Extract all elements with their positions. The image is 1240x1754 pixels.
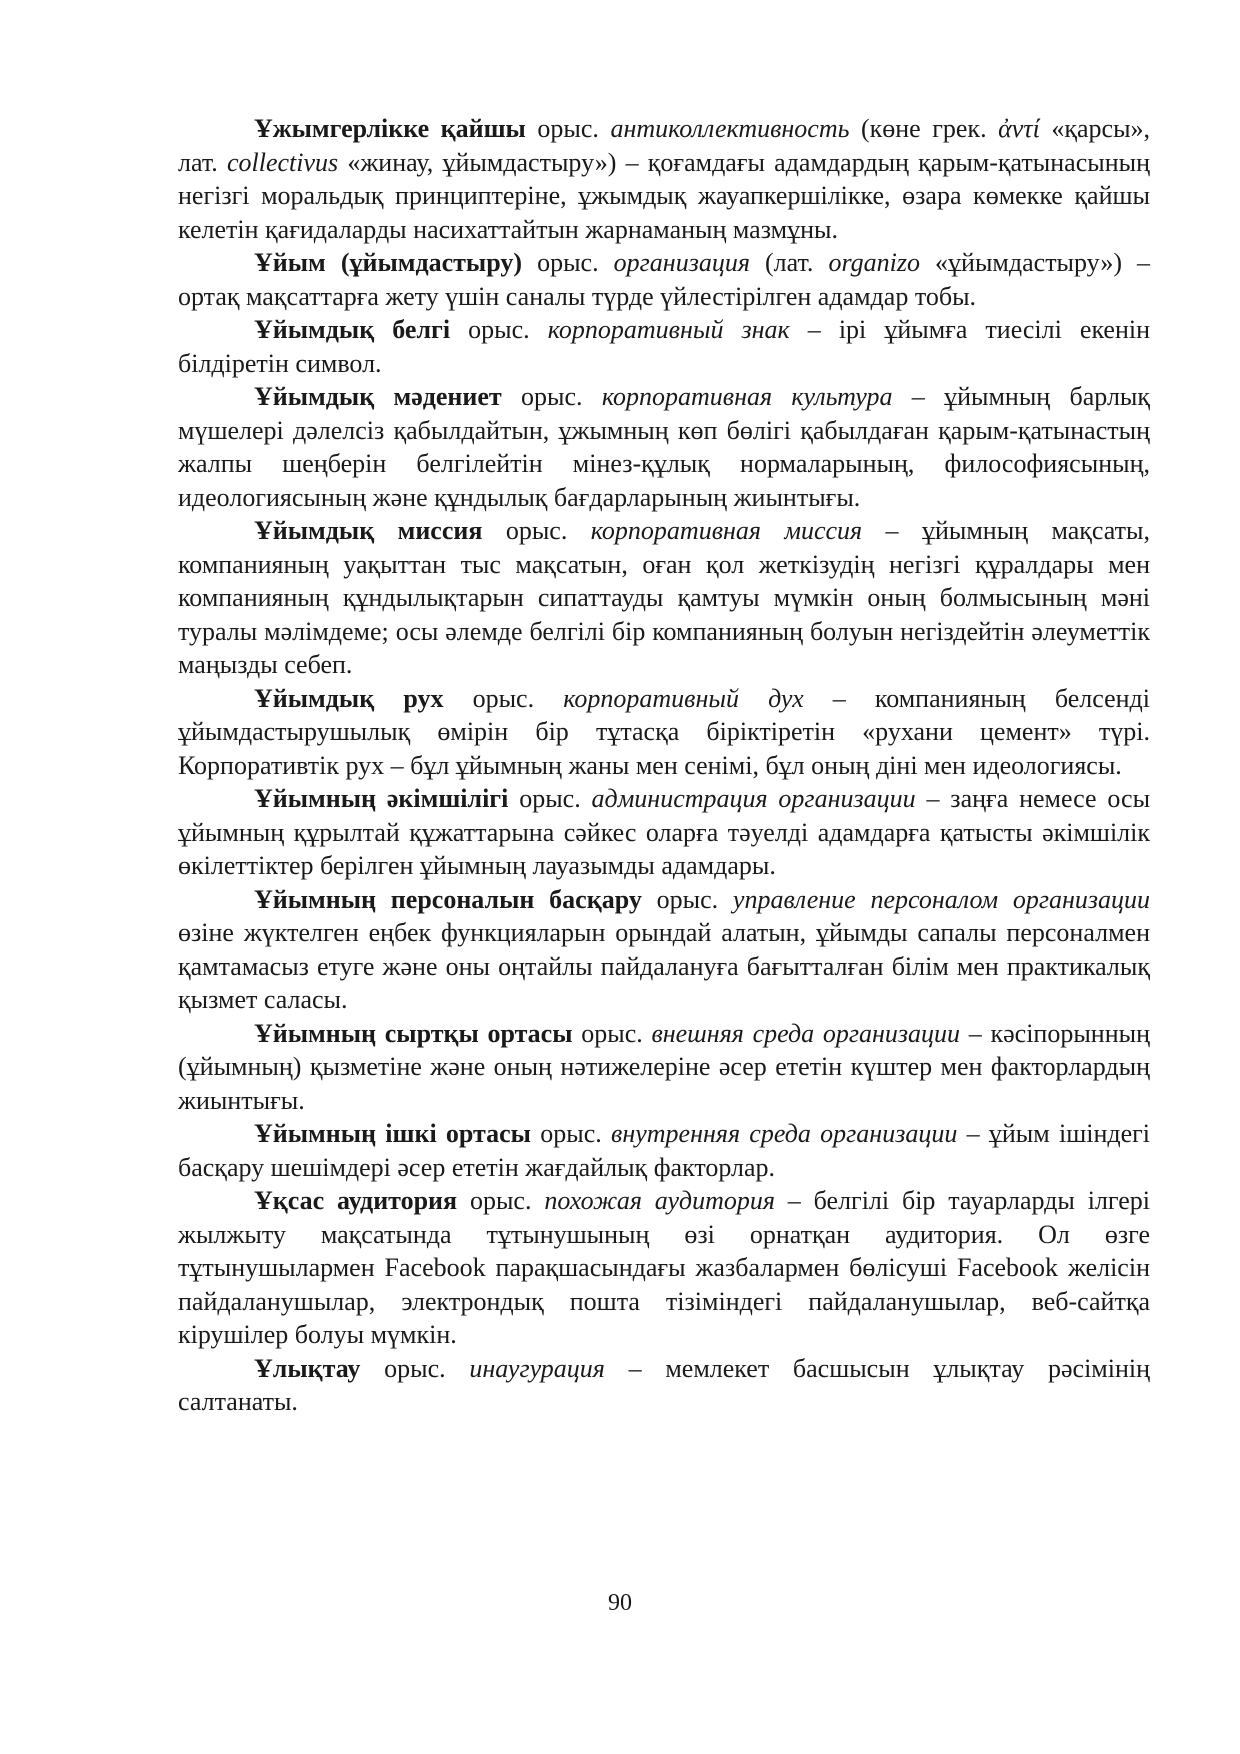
entry-russian-equivalent: похожая аудитория [544, 1186, 775, 1215]
entry-russian-equivalent: корпоративная миссия [590, 516, 863, 545]
entry-language-label: орыс. [384, 1353, 446, 1383]
entry-definition: – заңға немесе осы ұйымның құрылтай құжаттарына сәйкес оларға тәуелді адамдарға қатысты әкімшілік өкілеттіктер берілген ұйымның лауазымды адамдары. [178, 784, 1151, 880]
entry-definition: – компанияның белсенді ұйымдастырушылық өмірін бір тұтасқа біріктіретін «рухани цемент» түрі. Корпоративтік рух – бұл ұйымның жаны мен сенімі, бұл оның діні мен идеологиясы. [178, 683, 1150, 780]
entry-term: Ұйым (ұйымдастыру) [254, 248, 523, 277]
entry-definition: «жинау, ұйымдастыру») – қоғамдағы адамдардың қарым-қатынасының негізгі моральдық принциптеріне, ұжымдық жауапкершілікке, өзара көмекке қайшы келетін қағидаларды насихаттайтын жарнаманың мазмұны. [178, 147, 1151, 244]
entry-term: Ұқсас аудитория [254, 1186, 458, 1215]
entry-russian-equivalent: внешняя среда организации [651, 1018, 961, 1048]
entry-russian-equivalent: корпоративный знак [547, 315, 790, 344]
entry-term: Ұжымгерлікке қайшы [254, 114, 526, 143]
entry-language-label: орыс. [540, 1119, 602, 1148]
entry-term: Ұйымның сыртқы ортасы [254, 1018, 573, 1048]
entry-russian-equivalent: внутренняя среда организации [611, 1119, 958, 1148]
entry-language-label: орыс. [469, 1186, 532, 1215]
entry-russian-equivalent: управление персоналом организации [732, 884, 1151, 914]
entry-term: Ұйымның әкімшілігі [254, 784, 509, 813]
entry-language-label: орыс. [656, 884, 719, 914]
entry-definition: – мемлекет басшысын ұлықтау рәсімінің салтанаты. [178, 1353, 1151, 1416]
glossary-entry [178, 380, 1150, 514]
entry-definition: – ұйымның барлық мүшелері дәлелсіз қабылдайтын, ұжымның көп бөлігі қабылдаған қарым-қатынастың жалпы шеңберін белгілейтін мінез-құлық нормаларының, философиясының, идеологиясының және құндылық бағдарларының жиынтығы. [178, 382, 1151, 512]
entry-term: Ұйымның персоналын басқару [254, 884, 642, 914]
glossary-entry [178, 112, 1150, 246]
entry-russian-equivalent: администрация организации [591, 784, 916, 813]
glossary-page [178, 112, 1150, 1419]
glossary-entry [178, 514, 1150, 682]
entry-language-label: орыс. [537, 248, 599, 277]
entry-language-label: орыс. [521, 382, 583, 411]
entry-definition: – ұйымның мақсаты, компанияның уақыттан тыс мақсатын, оған қол жеткізудің негізгі құралдары мен компанияның құндылықтарын сипаттауды қамтуы мүмкін оның болмысының мәні туралы мәлімдеме; осы әлемде белгілі бір компанияның болуын негіздейтін әлеуметтік маңызды себеп. [178, 516, 1150, 679]
entry-etymology: (көне грек. [860, 114, 987, 143]
entry-russian-equivalent: инаугурация [469, 1353, 605, 1383]
entry-latin-word: collectivus [226, 147, 339, 177]
entry-greek-word: ἀντί [998, 114, 1040, 143]
glossary-entry [178, 682, 1150, 783]
glossary-entry [178, 1352, 1150, 1419]
entry-etymology: «қарсы», лат. [178, 114, 1151, 177]
entry-russian-equivalent: корпоративный дух [563, 683, 804, 713]
entry-language-label: орыс. [468, 315, 530, 344]
entry-term: Ұйымдық рух [254, 683, 444, 713]
entry-definition: өзіне жүктелген еңбек функцияларын орындай алатын, ұйымды сапалы персоналмен қамтамасыз етуге және оны оңтайлы пайдалануға бағытталған білім мен практикалық қызмет саласы. [178, 918, 1150, 1014]
glossary-entry [178, 1184, 1150, 1352]
entry-language-label: орыс. [472, 683, 535, 713]
entry-language-label: орыс. [505, 516, 568, 545]
glossary-entry [178, 1117, 1150, 1184]
entry-term: Ұйымдық мәдениет [254, 382, 502, 411]
glossary-entry [178, 246, 1150, 313]
entry-language-label: орыс. [519, 784, 581, 813]
entry-term: Ұйымдық миссия [254, 516, 483, 545]
entry-definition: – ұйым ішіндегі басқару шешімдері әсер ететін жағдайлық факторлар. [178, 1119, 1151, 1182]
entry-definition: – кәсіпорынның (ұйымның) қызметіне және оның нәтижелеріне әсер ететін күштер мен факторлардың жиынтығы. [178, 1018, 1151, 1115]
entry-language-label: орыс. [581, 1018, 643, 1048]
entry-russian-equivalent: антиколлективность [610, 114, 850, 143]
entry-definition: «ұйымдастыру») – ортақ мақсаттарға жету үшін саналы түрде үйлестірілген адамдар тобы. [178, 248, 1151, 311]
entry-term: Ұлықтау [254, 1353, 361, 1383]
entry-term: Ұйымның ішкі ортасы [254, 1119, 531, 1148]
glossary-entry [178, 313, 1150, 380]
entry-language-label: орыс. [537, 114, 599, 143]
glossary-entry [178, 883, 1150, 1017]
entry-etymology: (лат. [765, 248, 814, 277]
entry-definition: – белгілі бір тауарларды ілгері жылжыту мақсатында тұтынушының өзі орнатқан аудитория. Ол өзге тұтынушылармен Facebook парақшасындағы жазбалармен бөлісуші Facebook желісін пайдаланушылар, электрондық пошта тізіміндегі пайдаланушылар, веб-сайтқа кірушілер болуы мүмкін. [178, 1186, 1151, 1349]
entry-russian-equivalent: корпоративная культура [601, 382, 893, 411]
entry-definition: – ірі ұйымға тиесілі екенін білдіретін символ. [178, 315, 1151, 378]
glossary-entry [178, 1017, 1150, 1118]
entry-term: Ұйымдық белгі [254, 315, 451, 344]
glossary-entry [178, 782, 1150, 883]
entry-latin-word: organizo [828, 248, 920, 277]
entry-russian-equivalent: организация [613, 248, 750, 277]
page-number: 90 [608, 1590, 632, 1616]
